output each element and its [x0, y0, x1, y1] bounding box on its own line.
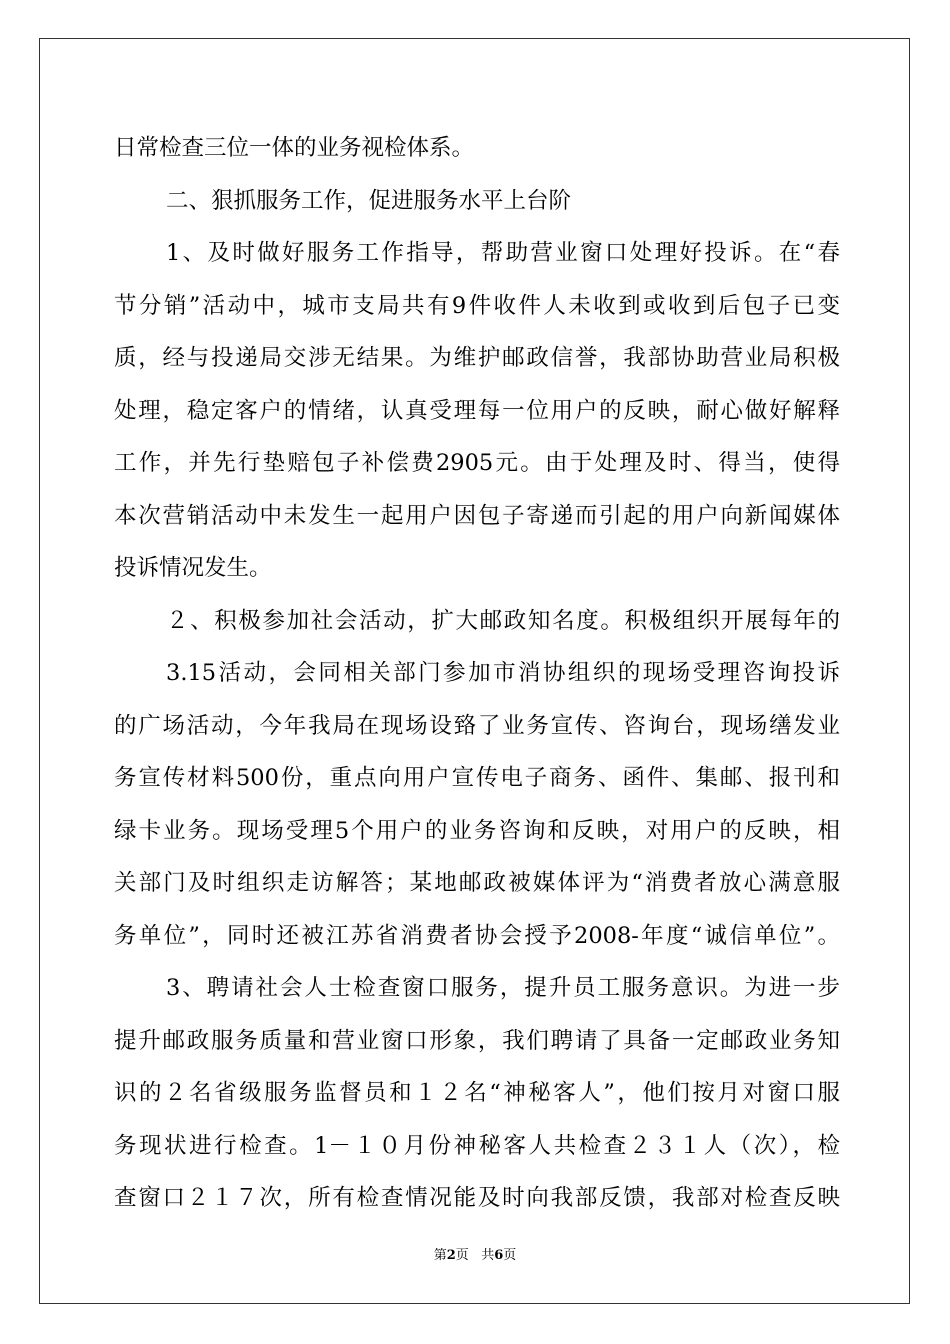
text-line: 关部门及时组织走访解答；某地邮政被媒体评为“消费者放心满意服 — [114, 870, 840, 896]
text-line: 3、聘请社会人士检查窗口服务，提升员工服务意识。为进一步 — [166, 975, 840, 1001]
total-suffix: 页 — [503, 1248, 517, 1263]
text-line: 务单位”，同时还被江苏省消费者协会授予2008-年度“诚信单位”。 — [114, 922, 840, 949]
text-line: 3.15活动，会同相关部门参加市消协组织的现场受理咨询投诉 — [166, 660, 840, 686]
total-pages: 6 — [494, 1248, 504, 1263]
text-line: 务宣传材料500份，重点向用户宣传电子商务、函件、集邮、报刊和 — [114, 765, 840, 791]
text-line: 质，经与投递局交涉无结果。为维护邮政信誉，我部协助营业局积极 — [114, 345, 840, 371]
text-line: 提升邮政服务质量和营业窗口形象，我们聘请了具备一定邮政业务知 — [114, 1027, 840, 1054]
page-footer — [0, 1244, 950, 1263]
text-line: 的广场活动，今年我局在现场设臵了业务宣传、咨询台，现场缮发业 — [114, 712, 840, 739]
text-line: 投诉情况发生。 — [114, 555, 272, 581]
text-line: 日常检查三位一体的业务视检体系。 — [114, 135, 475, 161]
text-line: 节分销”活动中，城市支局共有9件收件人未收到或收到后包子已变 — [114, 292, 840, 319]
page-number: 2 — [446, 1248, 456, 1263]
text-line: 务现状进行检查。1－１０月份神秘客人共检查２３１人（次），检 — [114, 1132, 840, 1159]
text-line: 识的２名省级服务监督员和１２名“神秘客人”，他们按月对窗口服 — [114, 1080, 840, 1106]
text-line: 1、及时做好服务工作指导，帮助营业窗口处理好投诉。在“春 — [166, 240, 840, 266]
page-suffix: 页 — [455, 1248, 469, 1263]
text-line: ２、积极参加社会活动，扩大邮政知名度。积极组织开展每年的 — [166, 607, 840, 634]
text-line: 工作，并先行垫赔包子补偿费2905元。由于处理及时、得当，使得 — [114, 450, 840, 476]
text-line: 本次营销活动中未发生一起用户因包子寄递而引起的用户向新闻媒体 — [114, 502, 840, 529]
text-line: 处理，稳定客户的情绪，认真受理每一位用户的反映，耐心做好解释 — [114, 397, 840, 424]
text-line: 二、狠抓服务工作，促进服务水平上台阶 — [166, 187, 572, 214]
document-body — [114, 122, 840, 1225]
total-prefix: 共 — [481, 1248, 495, 1263]
text-line: 绿卡业务。现场受理5个用户的业务咨询和反映，对用户的反映，相 — [114, 817, 840, 844]
page-prefix: 第 — [433, 1248, 447, 1263]
text-line: 查窗口２１７次，所有检查情况能及时向我部反馈，我部对检查反映 — [114, 1185, 840, 1211]
